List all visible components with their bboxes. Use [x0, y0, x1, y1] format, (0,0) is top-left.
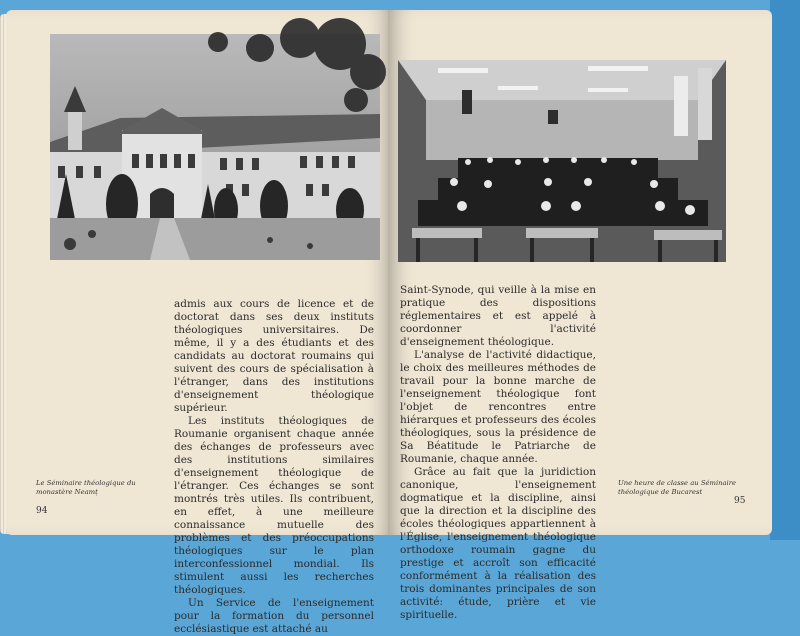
- right-paragraph-2: L'analyse de l'activité didactique, le choix des meilleures méthodes de travail pour la bonne marche de l'enseignement théologique font l'objet de rencontres entre hiérarques et professeurs des écoles théologiques, sous la présidence de Sa Béatitude le Patriarche de Roumanie, chaque année.: [400, 349, 596, 465]
- left-paragraph-2: Les instituts théologiques de Roumanie organisent chaque année des échanges de professeurs avec des institutions similaires d'enseignement théologique de l'étranger. Ces échanges se sont montrés très utiles. Ils contribuent, en effet, à une meilleure connaissance mutuelle des problèmes et des préoccupations théologiques sur le plan interconfessionnel mondial. Ils stimulent aussi les recherches théologiques.: [174, 415, 374, 596]
- right-page-number: 95: [734, 496, 746, 506]
- left-page-number: 94: [36, 506, 48, 516]
- right-page-body: [400, 284, 596, 622]
- seminary-building-illustration: [50, 34, 380, 260]
- right-paragraph-1: Saint-Synode, qui veille à la mise en pratique des dispositions réglementaires et est appelé à coordonner l'activité d'enseignement théologique.: [400, 284, 596, 348]
- left-paragraph-1: admis aux cours de licence et de doctorat dans ses deux instituts théologiques universitaires. De même, il y a des étudiants et des candidats au doctorat roumains qui suivent des cours de spécialisation à l'étranger, dans des institutions d'enseignement théologique supérieur.: [174, 298, 374, 414]
- classroom-photo: [398, 60, 726, 262]
- left-photo-caption: Le Séminaire théologique du monastère Neamț: [36, 479, 136, 496]
- left-page-body: [174, 298, 374, 636]
- left-paragraph-3: Un Service de l'enseignement pour la formation du personnel ecclésiastique est attaché au: [174, 597, 374, 635]
- right-page: [388, 10, 772, 621]
- right-paragraph-3: Grâce au fait que la juridiction canonique, l'enseignement dogmatique et la discipline, ainsi que la direction et la discipline des écoles théologiques appartiennent à l'Église, l'enseignement théologique orthodoxe roumain gagne du prestige et accroît son efficacité conformément à la réalisation des trois dominantes principales de son activité: étude, prière et vie spirituelle.: [400, 466, 596, 621]
- book-cover-edge: [770, 0, 800, 540]
- left-page: [6, 10, 392, 635]
- classroom-illustration: [398, 60, 726, 262]
- seminary-building-photo: [50, 34, 380, 260]
- right-photo-caption: Une heure de classe au Séminaire théologique de Bucarest: [618, 479, 736, 496]
